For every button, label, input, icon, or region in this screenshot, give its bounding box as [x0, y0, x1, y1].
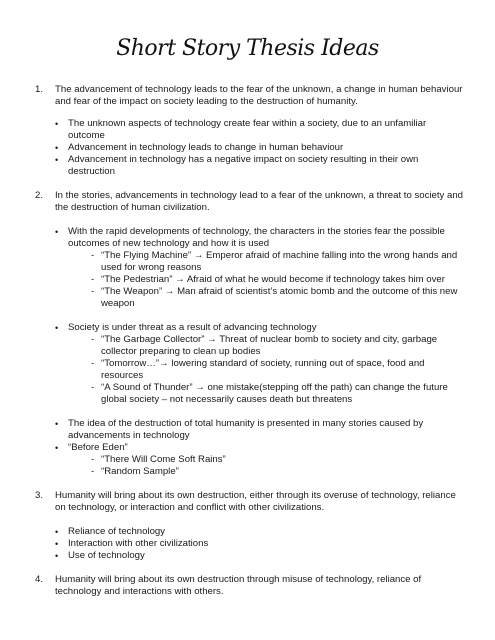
- bullet-icon: •: [55, 419, 59, 429]
- bullet-icon: •: [55, 443, 59, 453]
- bullet-item: • Interaction with other civilizations: [55, 538, 209, 549]
- dash-item: - “The Pedestrian” → Afraid of what he would become if technology takes him over: [91, 274, 445, 285]
- item-number: 3.: [35, 490, 44, 501]
- dash-icon: -: [91, 382, 95, 393]
- dash-icon: -: [91, 286, 95, 297]
- bullet-icon: •: [55, 119, 59, 129]
- item-text: Humanity will bring about its own destruction through misuse of technology, reliance of technology and interactions with others.: [55, 574, 422, 597]
- numbered-item-4: [35, 574, 465, 598]
- bullet-item: • “Before Eden”: [55, 442, 128, 453]
- item-text: Humanity will bring about its own destruction, either through its overuse of technology, reliance on technology, or interaction and conflict with other civilizations.: [55, 490, 456, 513]
- dash-item: - “A Sound of Thunder” → one mistake(stepping off the path) can change the future global society – not necessarily causes death but threatens: [91, 382, 448, 405]
- dash-icon: -: [91, 274, 95, 285]
- dash-icon: -: [91, 334, 95, 345]
- page-title: Short Story Thesis Ideas: [116, 36, 379, 61]
- document-body: [35, 84, 465, 598]
- dash-icon: -: [91, 454, 95, 465]
- numbered-item-1: [35, 84, 465, 108]
- dash-item: - “The Weapon” → Man afraid of scientist’s atomic bomb and the outcome of this new weapon: [91, 286, 458, 309]
- item-number: 1.: [35, 84, 44, 95]
- bullet-icon: •: [55, 551, 59, 561]
- bullet-item: • Society is under threat as a result of advancing technology: [55, 322, 317, 333]
- bullet-item: • With the rapid developments of technology, the characters in the stories fear the possible outcomes of new technology and how it is used: [55, 226, 445, 249]
- item-number: 4.: [35, 574, 44, 585]
- bullet-icon: •: [55, 227, 59, 237]
- numbered-item-2: [35, 190, 465, 214]
- bullet-icon: •: [55, 527, 59, 537]
- bullet-item: • The idea of the destruction of total humanity is presented in many stories caused by advancements in technology: [55, 418, 424, 441]
- item-number: 2.: [35, 190, 44, 201]
- bullet-item: • The unknown aspects of technology create fear within a society, due to an unfamiliar outcome: [55, 118, 427, 141]
- dash-item: - “Tomorrow…”→ lowering standard of society, running out of space, food and resources: [91, 358, 425, 381]
- bullet-icon: •: [55, 539, 59, 549]
- dash-icon: -: [91, 358, 95, 369]
- bullet-icon: •: [55, 155, 59, 165]
- item-text: The advancement of technology leads to the fear of the unknown, a change in human behaviour and fear of the impact on society leading to the destruction of humanity.: [55, 84, 463, 107]
- dash-item: - “Random Sample”: [91, 466, 179, 477]
- dash-item: - “The Flying Machine” → Emperor afraid of machine falling into the wrong hands and used for wrong reasons: [91, 250, 458, 273]
- item-text: In the stories, advancements in technology lead to a fear of the unknown, a threat to society and the destruction of human civilization.: [55, 190, 463, 213]
- dash-icon: -: [91, 466, 95, 477]
- numbered-item-3: [35, 490, 465, 514]
- dash-item: - “There Will Come Soft Rains”: [91, 454, 226, 465]
- bullet-item: • Reliance of technology: [55, 526, 166, 537]
- dash-item: - “The Garbage Collector” → Threat of nuclear bomb to society and city, garbage collector preparing to clean up bodies: [91, 334, 438, 357]
- bullet-item: • Advancement in technology leads to change in human behaviour: [55, 142, 344, 153]
- bullet-icon: •: [55, 323, 59, 333]
- bullet-item: • Advancement in technology has a negative impact on society resulting in their own destruction: [55, 154, 419, 177]
- bullet-icon: •: [55, 143, 59, 153]
- dash-icon: -: [91, 250, 95, 261]
- bullet-item: • Use of technology: [55, 550, 145, 561]
